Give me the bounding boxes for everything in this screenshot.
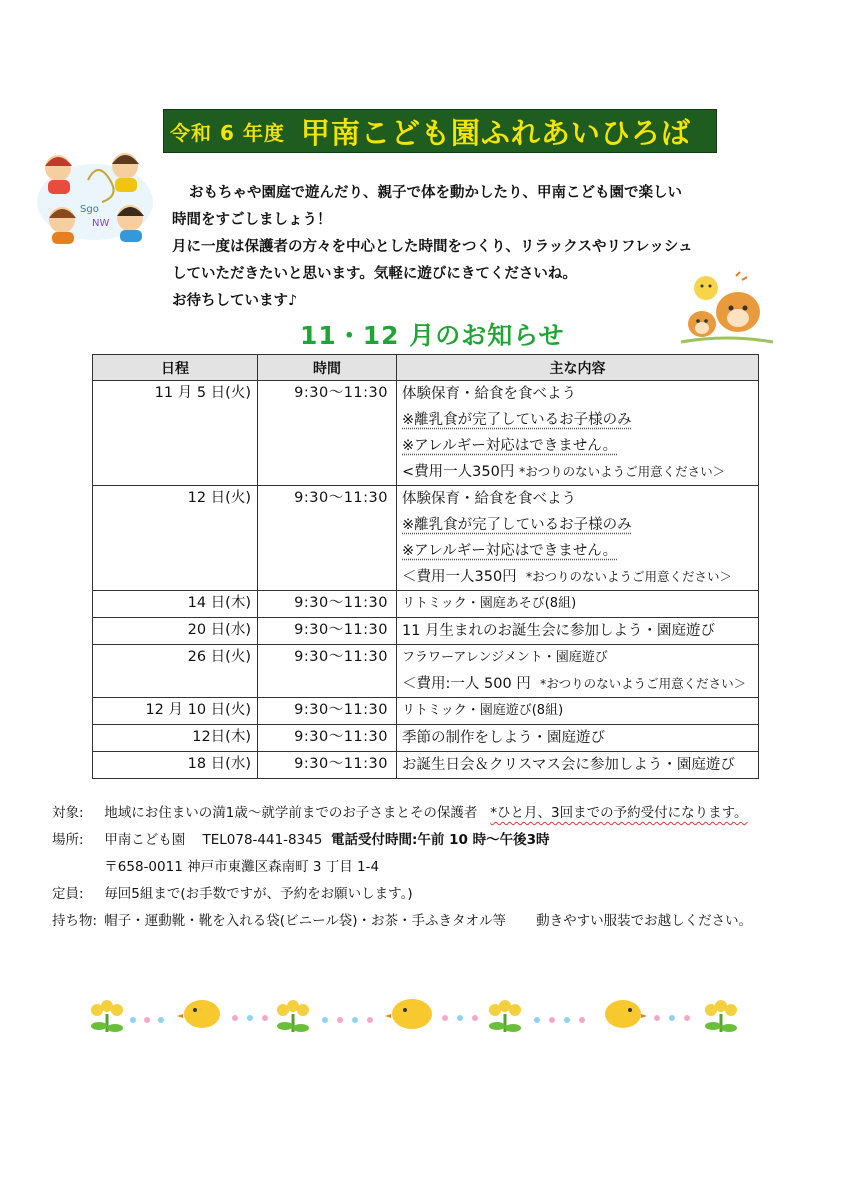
dots-decoration [534, 1017, 585, 1023]
content-line: リトミック・園庭あそび(8組) [402, 596, 577, 611]
place-label: 場所: [52, 832, 84, 848]
phone-number: TEL078-441-8345 [202, 832, 323, 848]
row-content [397, 645, 759, 698]
row-date: 20 日(水) [93, 618, 258, 645]
row-date: 14 日(木) [93, 591, 258, 618]
intro-text [172, 180, 732, 315]
fee-note: *おつりのないようご用意ください＞ [540, 676, 747, 691]
row-time: 9:30～11:30 [258, 725, 397, 752]
dots-decoration [654, 1015, 690, 1021]
notice-heading: 11・12 月のお知らせ [300, 321, 565, 350]
table-row [93, 618, 759, 645]
title-banner [163, 109, 717, 153]
fee-text: <費用一人350円 [402, 464, 515, 480]
content-line: 11 月生まれのお誕生会に参加しよう・園庭遊び [402, 623, 716, 639]
flower-icon [277, 1000, 309, 1032]
target-note: *ひと月、3回までの予約受付になります。 [490, 805, 748, 821]
row-time: 9:30～11:30 [258, 591, 397, 618]
fee-text: ＜費用一人350円 [402, 569, 517, 585]
dots-decoration [232, 1015, 268, 1021]
intro-line: していただきたいと思います。気軽に遊びにきてくださいね。 [172, 266, 577, 282]
fee-text: ＜費用:一人 500 円 [402, 676, 531, 692]
row-content [397, 381, 759, 486]
intro-line: 時間をすごしましょう！ [172, 212, 332, 228]
address: 〒658-0011 神戸市東灘区森南町 3 丁目 1-4 [104, 859, 380, 875]
row-date: 12 月 10 日(火) [93, 698, 258, 725]
raccoon-sun-illustration [676, 270, 776, 348]
row-time: 9:30～11:30 [258, 486, 397, 591]
row-content [397, 591, 759, 618]
decorative-border [75, 990, 775, 1040]
content-line: ※離乳食が完了しているお子様のみ [402, 517, 632, 533]
row-date: 12 日(火) [93, 486, 258, 591]
chick-icon [605, 1000, 647, 1028]
info-capacity [52, 881, 812, 908]
row-time: 9:30～11:30 [258, 698, 397, 725]
row-content [397, 698, 759, 725]
place-name: 甲南こども園 [104, 832, 186, 848]
content-line: お誕生日会＆クリスマス会に参加しよう・園庭遊び [402, 757, 735, 773]
table-row [93, 381, 759, 486]
info-address [52, 854, 812, 881]
row-content [397, 752, 759, 779]
intro-line: 月に一度は保護者の方々を中心とした時間をつくり、リラックスやリフレッシュ [172, 239, 693, 255]
schedule-table [92, 354, 759, 779]
table-row [93, 725, 759, 752]
chick-icon [177, 1000, 220, 1028]
fee-note: *おつりのないようご用意ください＞ [518, 464, 726, 479]
row-time: 9:30～11:30 [258, 645, 397, 698]
content-line: 体験保育・給食を食べよう [402, 386, 576, 402]
table-header-row [93, 355, 759, 381]
capacity-label: 定員: [52, 886, 84, 902]
content-line: 季節の制作をしよう・園庭遊び [402, 730, 605, 746]
dots-decoration [130, 1017, 164, 1023]
content-line: ※アレルギー対応はできません。 [402, 438, 618, 454]
row-time: 9:30～11:30 [258, 752, 397, 779]
dots-decoration [442, 1015, 478, 1021]
children-playing-illustration [30, 140, 160, 250]
row-date: 11 月 5 日(火) [93, 381, 258, 486]
chick-icon [385, 999, 432, 1029]
content-line: 体験保育・給食を食べよう [402, 491, 576, 507]
info-place [52, 827, 812, 854]
row-date: 12日(木) [93, 725, 258, 752]
phone-hours: 電話受付時間:午前 10 時～午後3時 [331, 832, 550, 848]
items-label: 持ち物: [52, 913, 98, 929]
content-line: ※アレルギー対応はできません。 [402, 543, 618, 559]
title-year: 令和 6 年度 [170, 120, 285, 145]
content-line: ※離乳食が完了しているお子様のみ [402, 412, 632, 428]
flower-icon [705, 1000, 737, 1032]
capacity-text: 毎回5組まで(お手数ですが、予約をお願いします。) [104, 886, 413, 902]
page-title: 甲南こども園ふれあいひろば [300, 115, 691, 150]
row-date: 18 日(水) [93, 752, 258, 779]
table-row [93, 486, 759, 591]
items-note: 動きやすい服装でお越しください。 [536, 913, 753, 929]
column-header-content: 主な内容 [397, 355, 759, 381]
row-content [397, 618, 759, 645]
target-label: 対象: [52, 805, 84, 821]
content-line: フラワーアレンジメント・園庭遊び [402, 650, 608, 665]
table-row [93, 698, 759, 725]
svg-text:Sgo: Sgo [80, 204, 99, 215]
row-content [397, 725, 759, 752]
intro-line: おもちゃや園庭で遊んだり、親子で体を動かしたり、甲南こども園で楽しい [189, 185, 682, 201]
row-content [397, 486, 759, 591]
items-text: 帽子・運動靴・靴を入れる袋(ビニール袋)・お茶・手ふきタオル等 [104, 913, 507, 929]
column-header-date: 日程 [93, 355, 258, 381]
flower-icon [91, 1000, 123, 1032]
table-row [93, 645, 759, 698]
info-section [52, 800, 812, 935]
table-row [93, 591, 759, 618]
row-time: 9:30～11:30 [258, 381, 397, 486]
svg-text:NW: NW [92, 218, 110, 229]
row-time: 9:30～11:30 [258, 618, 397, 645]
table-row [93, 752, 759, 779]
info-items [52, 908, 812, 935]
target-text: 地域にお住まいの満1歳～就学前までのお子さまとその保護者 [104, 805, 478, 821]
dots-decoration [322, 1017, 373, 1023]
intro-line: お待ちしています♪ [172, 293, 298, 309]
fee-note: *おつりのないようご用意ください＞ [525, 569, 733, 584]
flower-icon [489, 1000, 521, 1032]
row-date: 26 日(火) [93, 645, 258, 698]
info-target [52, 800, 812, 827]
column-header-time: 時間 [258, 355, 397, 381]
content-line: リトミック・園庭遊び(8組) [402, 703, 564, 718]
